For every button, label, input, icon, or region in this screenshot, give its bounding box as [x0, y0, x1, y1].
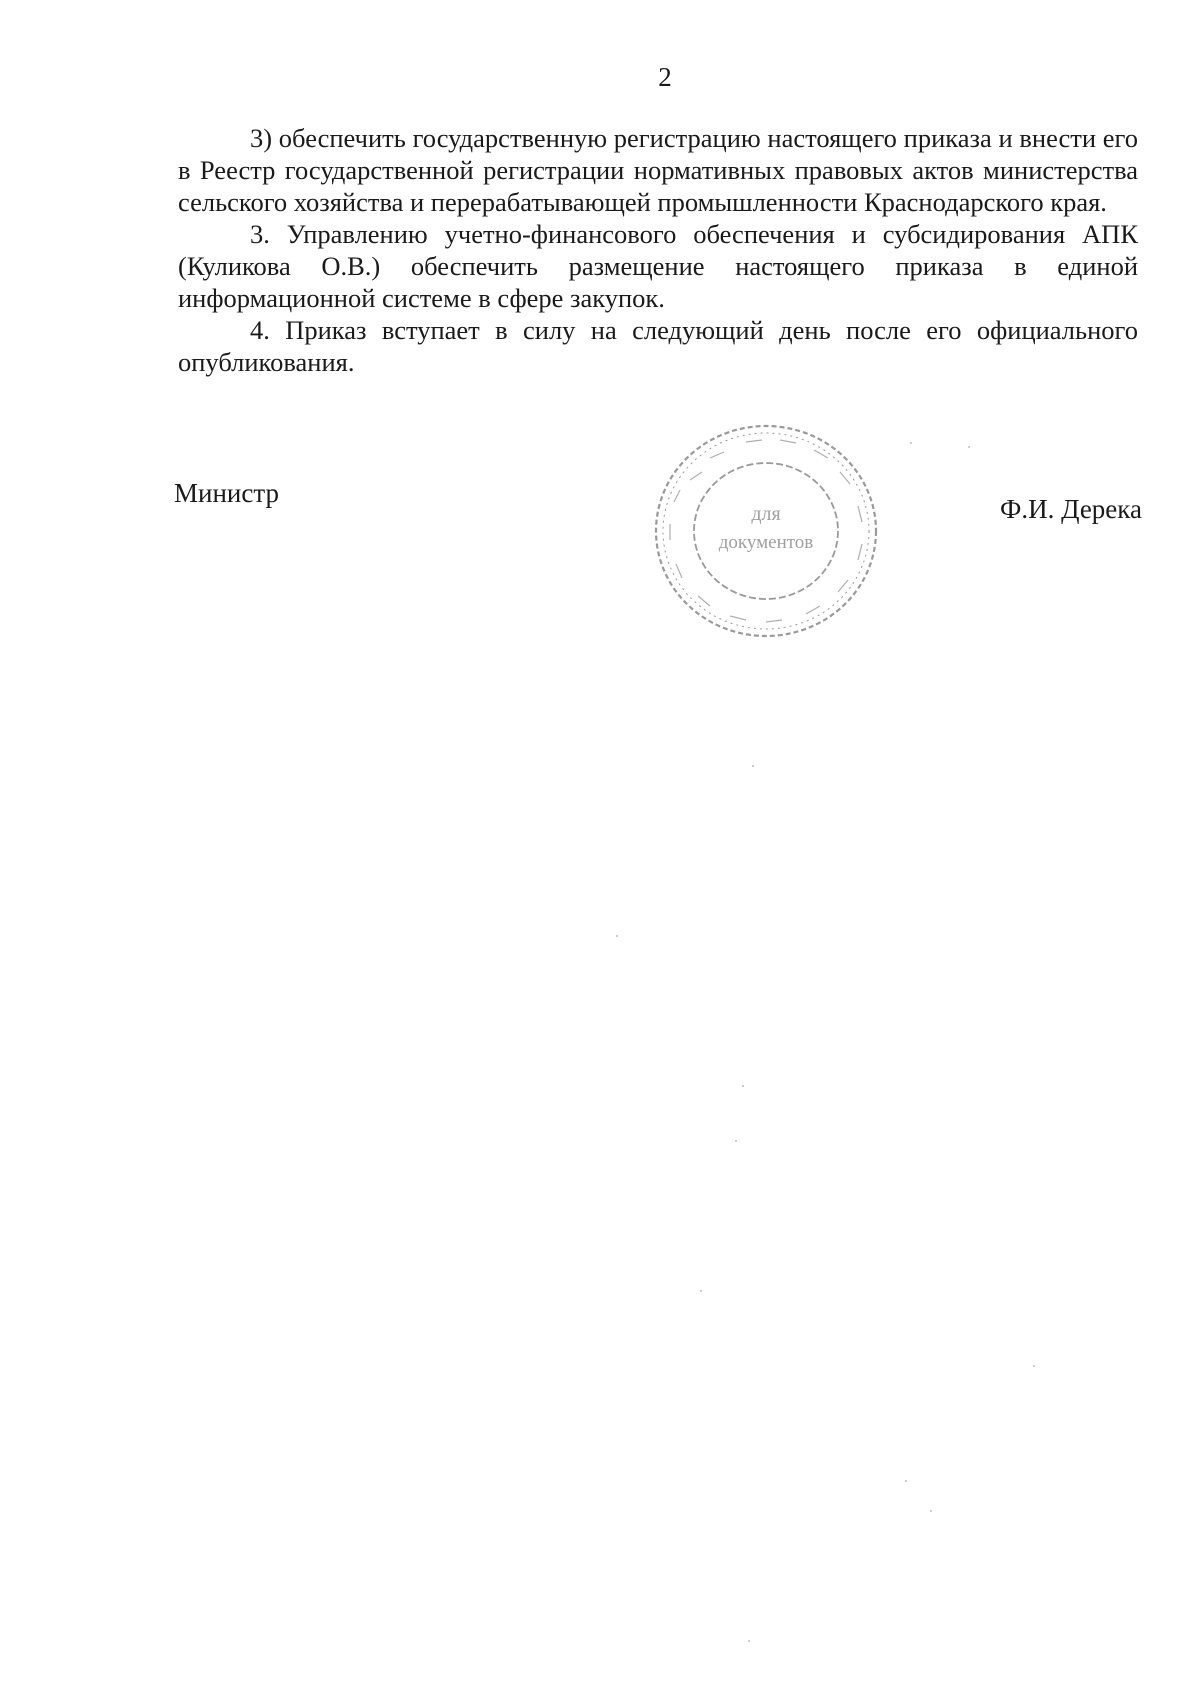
paragraph-registration: 3) обеспечить государственную регистрацию настоящего приказа и внести его в Реестр государственной регистрации нормативных правовых актов министерства сельского хозяйства и перерабатывающей промышленности Краснодарского края.	[178, 123, 1138, 217]
scan-speck	[968, 446, 970, 448]
scan-speck	[748, 1640, 750, 1642]
official-stamp-icon	[650, 420, 882, 642]
scan-speck	[930, 1510, 932, 1512]
scan-speck	[700, 1290, 702, 1292]
paragraph-procurement: 3. Управлению учетно-финансового обеспечения и субсидирования АПК (Куликова О.В.) обеспечить размещение настоящего приказа в единой информационной системе в сфере закупок.	[178, 219, 1138, 313]
signatory-title: Министр	[174, 478, 279, 508]
scan-speck	[616, 935, 618, 937]
document-body	[178, 122, 1138, 378]
scan-speck	[910, 442, 912, 444]
scan-speck	[1033, 1365, 1035, 1367]
signatory-name: Ф.И. Дерека	[1000, 494, 1142, 524]
scan-speck	[905, 1480, 907, 1482]
scan-speck	[742, 1085, 744, 1087]
signature-block	[0, 478, 1200, 618]
scan-speck	[735, 1140, 737, 1142]
stamp-text-line2: документов	[718, 532, 814, 553]
stamp-text-line1: для	[751, 503, 781, 525]
page-number: 2	[658, 62, 672, 92]
paragraph-effective-date: 4. Приказ вступает в силу на следующий день после его официального опубликования.	[178, 315, 1138, 377]
scan-speck	[752, 765, 754, 767]
